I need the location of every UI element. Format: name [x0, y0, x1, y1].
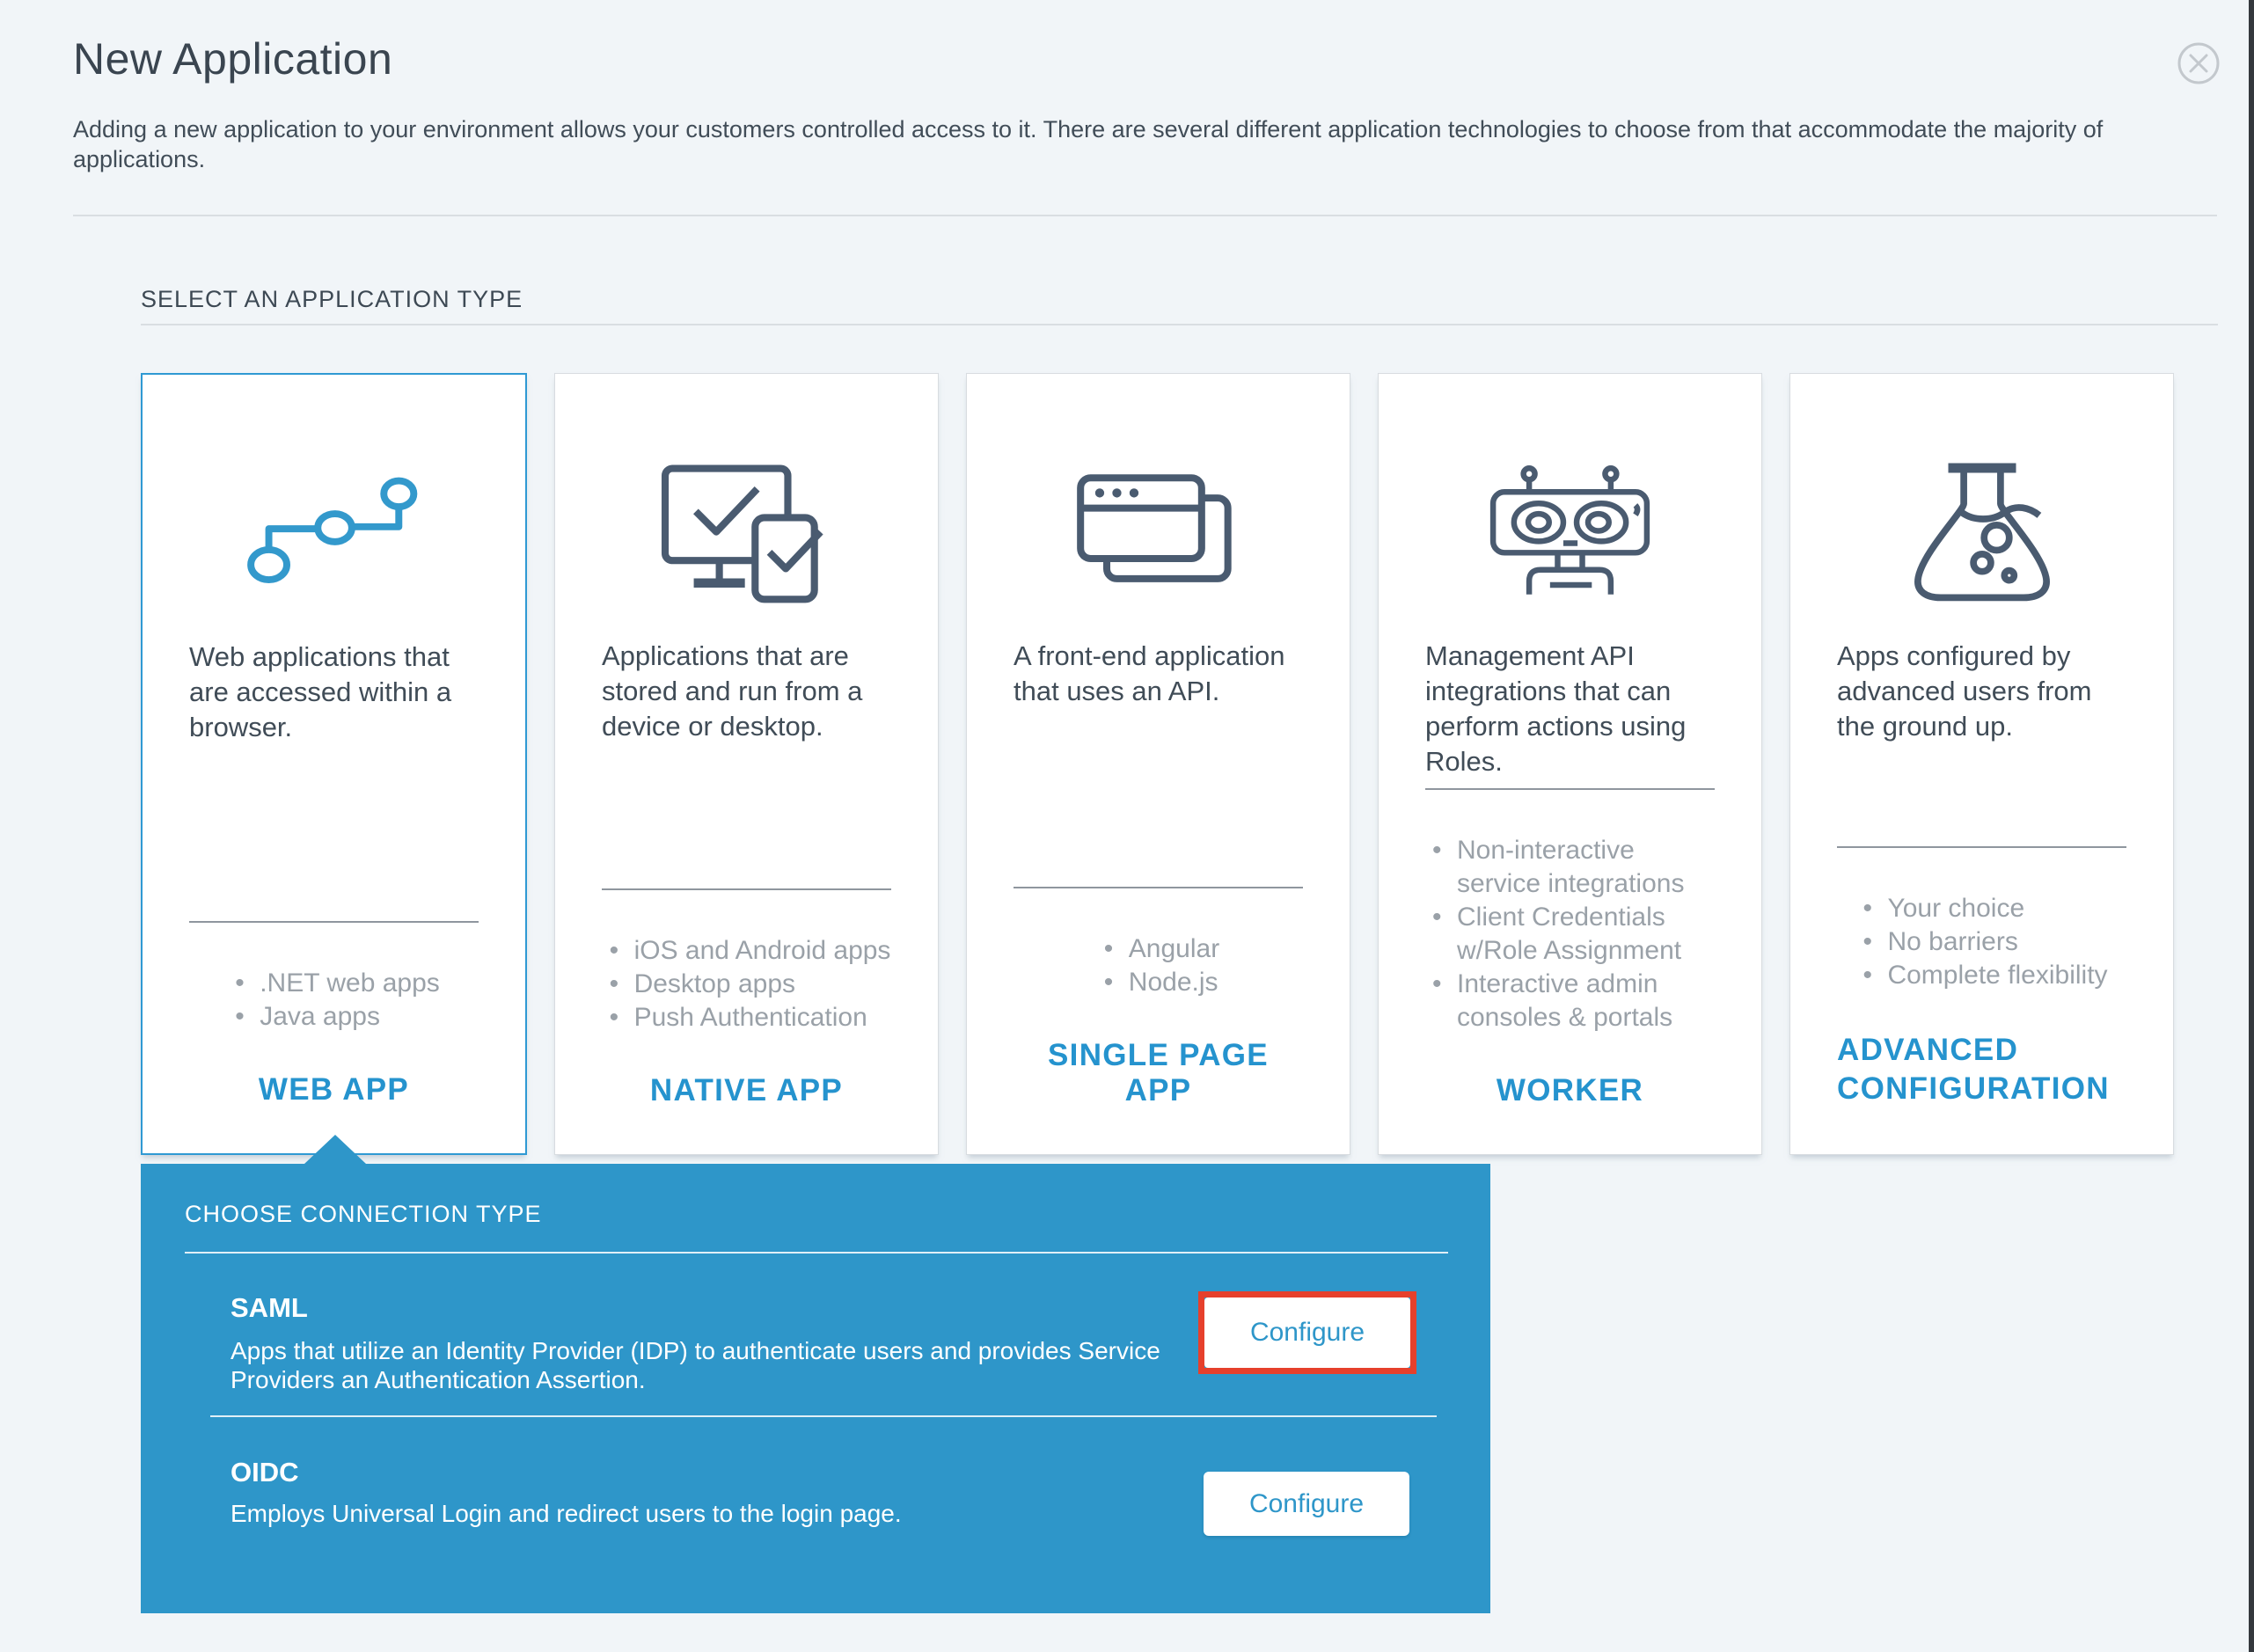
connection-option-saml-description: Apps that utilize an Identity Provider (IDP) to authenticate users and provides Service Providers an Authentication Assertion.	[231, 1337, 1160, 1393]
card-type-label: WORKER	[1496, 1073, 1644, 1107]
connection-option-saml-name: SAML	[231, 1292, 308, 1323]
panel-divider	[210, 1415, 1437, 1417]
card-bullet: • Angular	[1097, 932, 1219, 966]
card-bullet: • iOS and Android apps	[603, 934, 891, 968]
card-bullet-list	[228, 967, 440, 1034]
connection-option-oidc-name: OIDC	[231, 1457, 299, 1488]
section-heading: SELECT AN APPLICATION TYPE	[141, 286, 523, 312]
card-divider	[1837, 846, 2126, 848]
modal-description: Adding a new application to your environment allows your customers controlled access to it. There are several different application technologies to choose from that accommodate the majority of applications.	[73, 116, 2104, 172]
header-divider	[73, 215, 2217, 216]
workflow-nodes-icon	[189, 424, 479, 640]
card-bullet: • Node.js	[1097, 966, 1219, 999]
card-type-label: ADVANCED CONFIGURATION	[1837, 1033, 2110, 1106]
card-description: A front-end application that uses an API.	[1014, 640, 1285, 706]
card-divider	[189, 921, 479, 923]
flask-icon	[1837, 423, 2126, 639]
robot-icon	[1425, 423, 1715, 639]
configure-oidc-button[interactable]: Configure	[1204, 1472, 1409, 1536]
card-bullet: • Your choice	[1855, 892, 2107, 925]
card-bullet-list	[1855, 892, 2107, 992]
panel-heading: CHOOSE CONNECTION TYPE	[185, 1201, 542, 1227]
card-web-app[interactable]	[141, 373, 527, 1155]
card-type-label: NATIVE APP	[649, 1073, 844, 1107]
highlight-box	[1198, 1291, 1416, 1374]
application-type-cards	[141, 373, 2174, 1155]
card-bullet: • No barriers	[1855, 925, 2107, 959]
card-bullet: • Complete flexibility	[1855, 959, 2107, 992]
devices-check-icon	[602, 423, 891, 639]
configure-saml-button[interactable]: Configure	[1204, 1297, 1410, 1368]
card-description: Web applications that are accessed within a browser.	[189, 641, 452, 742]
card-bullet: • .NET web apps	[228, 967, 440, 1000]
card-divider	[1425, 788, 1715, 790]
card-native-app[interactable]	[554, 373, 939, 1155]
card-bullet: • Client Credentials w/Role Assignment	[1425, 901, 1715, 968]
page-title: New Application	[73, 34, 393, 84]
card-description: Applications that are stored and run from a device or desktop.	[602, 640, 863, 742]
card-bullet: • Interactive admin consoles & portals	[1425, 968, 1715, 1034]
card-bullet: • Non-interactive service integrations	[1425, 834, 1715, 901]
window-edge-strip	[2249, 0, 2254, 1652]
card-divider	[602, 888, 891, 890]
choose-connection-type-panel	[141, 1164, 1490, 1613]
card-bullet: • Push Authentication	[603, 1001, 891, 1034]
card-worker[interactable]	[1378, 373, 1762, 1155]
panel-divider	[185, 1252, 1448, 1254]
section-divider	[141, 324, 2218, 325]
card-description: Apps configured by advanced users from the ground up.	[1837, 640, 2092, 742]
card-advanced-configuration[interactable]	[1789, 373, 2174, 1155]
card-description: Management API integrations that can perform actions using Roles.	[1425, 640, 1687, 777]
card-bullet-list	[1097, 932, 1219, 999]
card-bullet-list	[603, 934, 891, 1034]
card-bullet-list	[1425, 834, 1715, 1034]
card-type-label: SINGLE PAGE APP	[1048, 1038, 1269, 1107]
card-divider	[1014, 887, 1303, 888]
connection-option-oidc-description: Employs Universal Login and redirect users to the login page.	[231, 1500, 902, 1527]
browser-windows-icon	[1014, 423, 1303, 639]
close-button[interactable]	[2177, 41, 2221, 85]
card-type-label: WEB APP	[258, 1072, 410, 1107]
card-bullet: • Java apps	[228, 1000, 440, 1034]
card-bullet: • Desktop apps	[603, 968, 891, 1001]
card-single-page-app[interactable]	[966, 373, 1350, 1155]
close-icon	[2177, 41, 2221, 85]
